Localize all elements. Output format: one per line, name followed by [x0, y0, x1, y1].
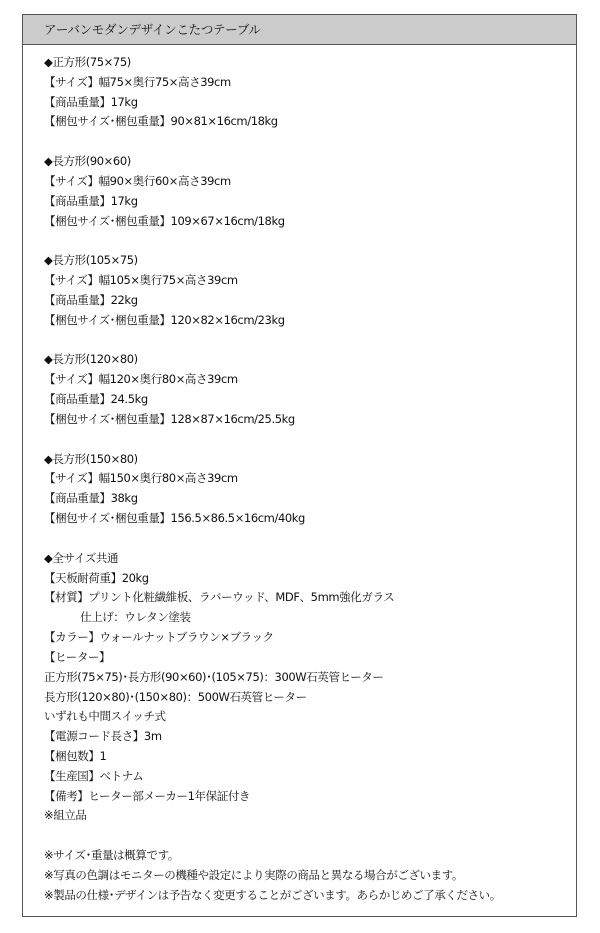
spec-line: 【備考】ヒーター部メーカー1年保証付き [44, 788, 251, 803]
section-heading: ◆正方形(75×75) [44, 55, 131, 69]
spec-line: 【天板耐荷重】20kg [44, 570, 149, 585]
spec-line: 【商品重量】17kg [44, 193, 138, 208]
spec-line: 正方形(75×75)･長方形(90×60)･(105×75)：300W石英管ヒーター [44, 669, 384, 684]
spec-line: いずれも中間スイッチ式 [44, 709, 166, 724]
spacer [44, 430, 576, 450]
spec-line: 【商品重量】17kg [44, 94, 138, 109]
spec-line: 【梱包サイズ･梱包重量】156.5×86.5×16cm/40kg [44, 511, 305, 526]
spec-line: 【梱包数】1 [44, 748, 107, 763]
note-line: ※製品の仕様･デザインは予告なく変更することがございます。あらかじめご了承ください。 [44, 887, 501, 902]
spec-line: 【サイズ】幅90×奥行60×高さ39cm [44, 173, 231, 188]
spec-line: 【商品重量】24.5kg [44, 392, 148, 407]
section-heading: ◆長方形(120×80) [44, 352, 138, 367]
spec-line: 【梱包サイズ･梱包重量】120×82×16cm/23kg [44, 312, 285, 327]
spec-content [44, 53, 576, 906]
spec-line: ※組立品 [44, 808, 87, 823]
spacer [44, 826, 576, 846]
section-heading: ◆長方形(90×60) [44, 154, 131, 169]
section-heading: ◆長方形(105×75) [44, 253, 138, 268]
spec-line: 【サイズ】幅120×奥行80×高さ39cm [44, 372, 238, 387]
spec-line: 仕上げ：ウレタン塗装 [80, 610, 191, 625]
spec-line: 【商品重量】38kg [44, 491, 138, 506]
note-line: ※写真の色調はモニターの機種や設定により実際の商品と異なる場合がございます。 [44, 867, 464, 882]
section-heading: ◆全サイズ共通 [44, 550, 119, 565]
spec-line: 【生産国】ベトナム [44, 768, 144, 783]
spec-line: 【電源コード長さ】3m [44, 729, 162, 744]
spec-line: 【材質】プリント化粧繊維板、ラバーウッド、MDF、5mm強化ガラス [44, 590, 395, 605]
spec-table [22, 14, 577, 917]
spacer [44, 231, 576, 251]
spec-line: 【梱包サイズ･梱包重量】109×67×16cm/18kg [44, 213, 285, 228]
note-line: ※サイズ･重量は概算です。 [44, 848, 179, 863]
spec-line: 【商品重量】22kg [44, 292, 138, 307]
spacer [44, 331, 576, 351]
section-heading: ◆長方形(150×80) [44, 451, 138, 466]
spacer [44, 529, 576, 549]
product-title: アーバンモダンデザインこたつテーブル [23, 15, 576, 45]
spec-line: 長方形(120×80)･(150×80)：500W石英管ヒーター [44, 689, 307, 704]
spec-line: 【ヒーター】 [44, 649, 111, 664]
spacer [44, 132, 576, 152]
spec-line: 【梱包サイズ･梱包重量】128×87×16cm/25.5kg [44, 411, 295, 426]
spec-line: 【サイズ】幅150×奥行80×高さ39cm [44, 471, 238, 486]
spec-line: 【梱包サイズ･梱包重量】90×81×16cm/18kg [44, 114, 278, 129]
spec-line: 【サイズ】幅105×奥行75×高さ39cm [44, 273, 238, 288]
spec-line: 【サイズ】幅75×奥行75×高さ39cm [44, 74, 231, 89]
spec-line: 【カラー】ウォールナットブラウン×ブラック [44, 630, 274, 645]
